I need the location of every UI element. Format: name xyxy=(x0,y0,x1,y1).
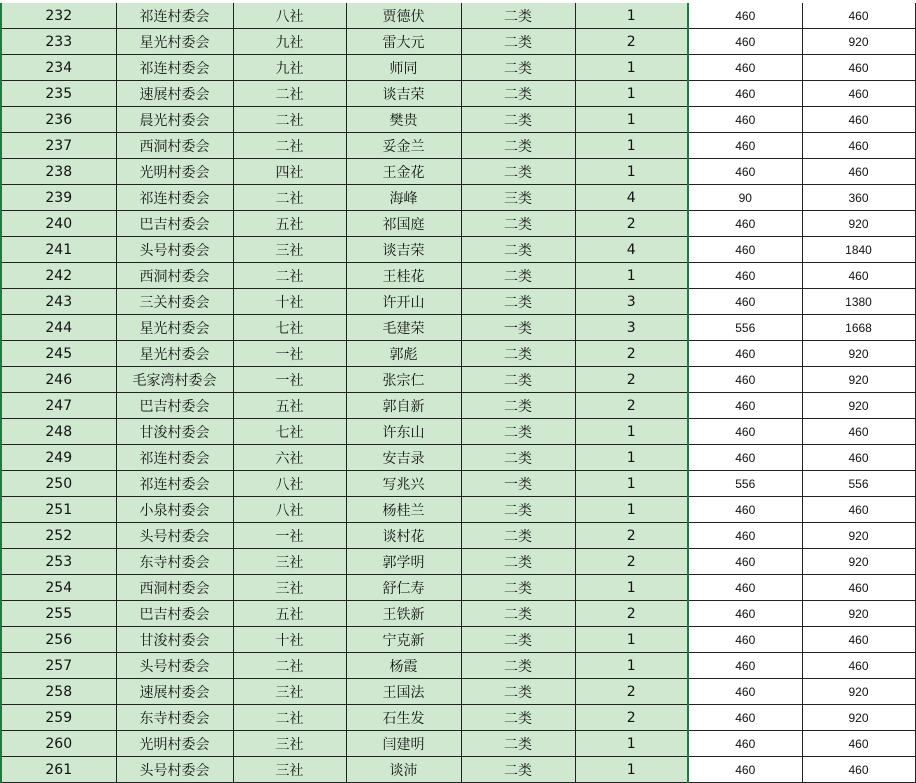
table-row xyxy=(1,55,915,81)
quantity-cell[interactable]: 1 xyxy=(575,419,688,445)
quantity-cell[interactable]: 3 xyxy=(575,289,688,315)
quantity-cell[interactable]: 2 xyxy=(575,601,688,627)
category-cell[interactable]: 二类 xyxy=(461,263,575,289)
total-amount-cell[interactable]: 920 xyxy=(802,601,915,627)
row-number-cell[interactable]: 252 xyxy=(1,523,116,549)
quantity-cell[interactable]: 1 xyxy=(575,55,688,81)
unit-amount-cell[interactable]: 90 xyxy=(688,185,802,211)
unit-amount-cell[interactable]: 460 xyxy=(688,757,802,783)
total-amount-cell[interactable]: 460 xyxy=(802,419,915,445)
total-amount-cell[interactable]: 920 xyxy=(802,523,915,549)
group-cell[interactable]: 九社 xyxy=(233,29,346,55)
unit-amount-cell[interactable]: 460 xyxy=(688,393,802,419)
name-cell[interactable]: 许开山 xyxy=(346,289,461,315)
row-number-cell[interactable]: 246 xyxy=(1,367,116,393)
total-amount-cell[interactable]: 920 xyxy=(802,341,915,367)
group-cell[interactable]: 三社 xyxy=(233,549,346,575)
category-cell[interactable]: 二类 xyxy=(461,341,575,367)
village-cell[interactable]: 西洞村委会 xyxy=(116,263,233,289)
unit-amount-cell[interactable]: 460 xyxy=(688,549,802,575)
group-cell[interactable]: 一社 xyxy=(233,341,346,367)
category-cell[interactable]: 二类 xyxy=(461,289,575,315)
unit-amount-cell[interactable]: 460 xyxy=(688,341,802,367)
village-cell[interactable]: 光明村委会 xyxy=(116,731,233,757)
village-cell[interactable]: 星光村委会 xyxy=(116,29,233,55)
total-amount-cell[interactable]: 920 xyxy=(802,393,915,419)
total-amount-cell[interactable]: 556 xyxy=(802,471,915,497)
total-amount-cell[interactable]: 460 xyxy=(802,575,915,601)
table-row xyxy=(1,159,915,185)
total-amount-cell[interactable]: 460 xyxy=(802,731,915,757)
quantity-cell[interactable]: 1 xyxy=(575,653,688,679)
row-number-cell[interactable]: 257 xyxy=(1,653,116,679)
total-amount-cell[interactable]: 1668 xyxy=(802,315,915,341)
row-number-cell[interactable]: 240 xyxy=(1,211,116,237)
village-cell[interactable]: 祁连村委会 xyxy=(116,3,233,29)
name-cell[interactable]: 谈村花 xyxy=(346,523,461,549)
table-row xyxy=(1,263,915,289)
village-cell[interactable]: 光明村委会 xyxy=(116,159,233,185)
name-cell[interactable]: 贾德伏 xyxy=(346,3,461,29)
total-amount-cell[interactable]: 920 xyxy=(802,705,915,731)
name-cell[interactable]: 杨桂兰 xyxy=(346,497,461,523)
row-number-cell[interactable]: 236 xyxy=(1,107,116,133)
total-amount-cell[interactable]: 460 xyxy=(802,757,915,783)
total-amount-cell[interactable]: 460 xyxy=(802,107,915,133)
table-row xyxy=(1,29,915,55)
category-cell[interactable]: 二类 xyxy=(461,159,575,185)
table-row xyxy=(1,445,915,471)
name-cell[interactable]: 张宗仁 xyxy=(346,367,461,393)
name-cell[interactable]: 舒仁寿 xyxy=(346,575,461,601)
total-amount-cell[interactable]: 460 xyxy=(802,81,915,107)
name-cell[interactable]: 写兆兴 xyxy=(346,471,461,497)
category-cell[interactable]: 二类 xyxy=(461,705,575,731)
quantity-cell[interactable]: 1 xyxy=(575,575,688,601)
quantity-cell[interactable]: 1 xyxy=(575,263,688,289)
category-cell[interactable]: 二类 xyxy=(461,419,575,445)
category-cell[interactable]: 二类 xyxy=(461,81,575,107)
quantity-cell[interactable]: 1 xyxy=(575,471,688,497)
row-number-cell[interactable]: 254 xyxy=(1,575,116,601)
group-cell[interactable]: 四社 xyxy=(233,159,346,185)
category-cell[interactable]: 二类 xyxy=(461,601,575,627)
unit-amount-cell[interactable]: 460 xyxy=(688,653,802,679)
village-cell[interactable]: 巴吉村委会 xyxy=(116,211,233,237)
quantity-cell[interactable]: 2 xyxy=(575,211,688,237)
group-cell[interactable]: 一社 xyxy=(233,523,346,549)
name-cell[interactable]: 雷大元 xyxy=(346,29,461,55)
quantity-cell[interactable]: 1 xyxy=(575,159,688,185)
unit-amount-cell[interactable]: 460 xyxy=(688,289,802,315)
spreadsheet-body xyxy=(1,3,915,783)
unit-amount-cell[interactable]: 460 xyxy=(688,55,802,81)
village-cell[interactable]: 西洞村委会 xyxy=(116,133,233,159)
quantity-cell[interactable]: 1 xyxy=(575,3,688,29)
category-cell[interactable]: 二类 xyxy=(461,523,575,549)
category-cell[interactable]: 三类 xyxy=(461,185,575,211)
quantity-cell[interactable]: 2 xyxy=(575,549,688,575)
table-row xyxy=(1,81,915,107)
total-amount-cell[interactable]: 920 xyxy=(802,549,915,575)
group-cell[interactable]: 三社 xyxy=(233,237,346,263)
row-number-cell[interactable]: 242 xyxy=(1,263,116,289)
group-cell[interactable]: 五社 xyxy=(233,601,346,627)
group-cell[interactable]: 五社 xyxy=(233,393,346,419)
table-row xyxy=(1,367,915,393)
total-amount-cell[interactable]: 920 xyxy=(802,367,915,393)
row-number-cell[interactable]: 243 xyxy=(1,289,116,315)
group-cell[interactable]: 五社 xyxy=(233,211,346,237)
unit-amount-cell[interactable]: 460 xyxy=(688,705,802,731)
spreadsheet-table xyxy=(0,3,916,783)
category-cell[interactable]: 二类 xyxy=(461,731,575,757)
quantity-cell[interactable]: 1 xyxy=(575,81,688,107)
table-row xyxy=(1,237,915,263)
group-cell[interactable]: 三社 xyxy=(233,679,346,705)
row-number-cell[interactable]: 235 xyxy=(1,81,116,107)
village-cell[interactable]: 头号村委会 xyxy=(116,523,233,549)
unit-amount-cell[interactable]: 460 xyxy=(688,211,802,237)
name-cell[interactable]: 许东山 xyxy=(346,419,461,445)
unit-amount-cell[interactable]: 460 xyxy=(688,263,802,289)
total-amount-cell[interactable]: 1380 xyxy=(802,289,915,315)
category-cell[interactable]: 二类 xyxy=(461,237,575,263)
row-number-cell[interactable]: 259 xyxy=(1,705,116,731)
village-cell[interactable]: 晨光村委会 xyxy=(116,107,233,133)
row-number-cell[interactable]: 245 xyxy=(1,341,116,367)
name-cell[interactable]: 郭自新 xyxy=(346,393,461,419)
name-cell[interactable]: 安吉录 xyxy=(346,445,461,471)
total-amount-cell[interactable]: 460 xyxy=(802,133,915,159)
name-cell[interactable]: 郭学明 xyxy=(346,549,461,575)
group-cell[interactable]: 三社 xyxy=(233,575,346,601)
unit-amount-cell[interactable]: 460 xyxy=(688,523,802,549)
row-number-cell[interactable]: 232 xyxy=(1,3,116,29)
name-cell[interactable]: 谈吉荣 xyxy=(346,237,461,263)
village-cell[interactable]: 速展村委会 xyxy=(116,81,233,107)
row-number-cell[interactable]: 251 xyxy=(1,497,116,523)
unit-amount-cell[interactable]: 460 xyxy=(688,367,802,393)
name-cell[interactable]: 谈吉荣 xyxy=(346,81,461,107)
unit-amount-cell[interactable]: 460 xyxy=(688,601,802,627)
name-cell[interactable]: 师同 xyxy=(346,55,461,81)
unit-amount-cell[interactable]: 460 xyxy=(688,107,802,133)
row-number-cell[interactable]: 239 xyxy=(1,185,116,211)
village-cell[interactable]: 甘浚村委会 xyxy=(116,627,233,653)
row-number-cell[interactable]: 249 xyxy=(1,445,116,471)
name-cell[interactable]: 祁国庭 xyxy=(346,211,461,237)
row-number-cell[interactable]: 260 xyxy=(1,731,116,757)
village-cell[interactable]: 祁连村委会 xyxy=(116,445,233,471)
category-cell[interactable]: 一类 xyxy=(461,315,575,341)
quantity-cell[interactable]: 1 xyxy=(575,627,688,653)
group-cell[interactable]: 二社 xyxy=(233,133,346,159)
category-cell[interactable]: 一类 xyxy=(461,471,575,497)
category-cell[interactable]: 二类 xyxy=(461,679,575,705)
quantity-cell[interactable]: 2 xyxy=(575,367,688,393)
village-cell[interactable]: 星光村委会 xyxy=(116,341,233,367)
group-cell[interactable]: 二社 xyxy=(233,653,346,679)
category-cell[interactable]: 二类 xyxy=(461,497,575,523)
unit-amount-cell[interactable]: 460 xyxy=(688,627,802,653)
category-cell[interactable]: 二类 xyxy=(461,107,575,133)
row-number-cell[interactable]: 233 xyxy=(1,29,116,55)
table-row xyxy=(1,653,915,679)
unit-amount-cell[interactable]: 460 xyxy=(688,575,802,601)
quantity-cell[interactable]: 2 xyxy=(575,29,688,55)
name-cell[interactable]: 石生发 xyxy=(346,705,461,731)
row-number-cell[interactable]: 253 xyxy=(1,549,116,575)
category-cell[interactable]: 二类 xyxy=(461,393,575,419)
group-cell[interactable]: 二社 xyxy=(233,107,346,133)
total-amount-cell[interactable]: 460 xyxy=(802,159,915,185)
table-row xyxy=(1,315,915,341)
table-row xyxy=(1,393,915,419)
category-cell[interactable]: 二类 xyxy=(461,133,575,159)
group-cell[interactable]: 三社 xyxy=(233,757,346,783)
village-cell[interactable]: 巴吉村委会 xyxy=(116,393,233,419)
village-cell[interactable]: 星光村委会 xyxy=(116,315,233,341)
village-cell[interactable]: 小泉村委会 xyxy=(116,497,233,523)
table-row xyxy=(1,575,915,601)
village-cell[interactable]: 三关村委会 xyxy=(116,289,233,315)
table-row xyxy=(1,107,915,133)
total-amount-cell[interactable]: 460 xyxy=(802,445,915,471)
name-cell[interactable]: 毛建荣 xyxy=(346,315,461,341)
quantity-cell[interactable]: 1 xyxy=(575,731,688,757)
table-row xyxy=(1,601,915,627)
table-row xyxy=(1,679,915,705)
group-cell[interactable]: 二社 xyxy=(233,185,346,211)
group-cell[interactable]: 二社 xyxy=(233,263,346,289)
group-cell[interactable]: 十社 xyxy=(233,289,346,315)
unit-amount-cell[interactable]: 460 xyxy=(688,419,802,445)
row-number-cell[interactable]: 261 xyxy=(1,757,116,783)
village-cell[interactable]: 头号村委会 xyxy=(116,653,233,679)
group-cell[interactable]: 七社 xyxy=(233,419,346,445)
table-row xyxy=(1,289,915,315)
total-amount-cell[interactable]: 460 xyxy=(802,3,915,29)
village-cell[interactable]: 甘浚村委会 xyxy=(116,419,233,445)
row-number-cell[interactable]: 256 xyxy=(1,627,116,653)
row-number-cell[interactable]: 250 xyxy=(1,471,116,497)
category-cell[interactable]: 二类 xyxy=(461,211,575,237)
table-row xyxy=(1,471,915,497)
quantity-cell[interactable]: 2 xyxy=(575,341,688,367)
group-cell[interactable]: 九社 xyxy=(233,55,346,81)
unit-amount-cell[interactable]: 460 xyxy=(688,3,802,29)
village-cell[interactable]: 速展村委会 xyxy=(116,679,233,705)
category-cell[interactable]: 二类 xyxy=(461,367,575,393)
name-cell[interactable]: 宁克新 xyxy=(346,627,461,653)
quantity-cell[interactable]: 2 xyxy=(575,705,688,731)
group-cell[interactable]: 三社 xyxy=(233,731,346,757)
name-cell[interactable]: 杨霞 xyxy=(346,653,461,679)
village-cell[interactable]: 东寺村委会 xyxy=(116,549,233,575)
name-cell[interactable]: 樊贵 xyxy=(346,107,461,133)
name-cell[interactable]: 王金花 xyxy=(346,159,461,185)
total-amount-cell[interactable]: 1840 xyxy=(802,237,915,263)
unit-amount-cell[interactable]: 460 xyxy=(688,237,802,263)
unit-amount-cell[interactable]: 460 xyxy=(688,731,802,757)
category-cell[interactable]: 二类 xyxy=(461,549,575,575)
quantity-cell[interactable]: 2 xyxy=(575,523,688,549)
table-row xyxy=(1,627,915,653)
village-cell[interactable]: 头号村委会 xyxy=(116,237,233,263)
unit-amount-cell[interactable]: 460 xyxy=(688,133,802,159)
group-cell[interactable]: 十社 xyxy=(233,627,346,653)
total-amount-cell[interactable]: 920 xyxy=(802,29,915,55)
table-row xyxy=(1,757,915,783)
unit-amount-cell[interactable]: 460 xyxy=(688,81,802,107)
table-row xyxy=(1,419,915,445)
total-amount-cell[interactable]: 460 xyxy=(802,653,915,679)
quantity-cell[interactable]: 2 xyxy=(575,679,688,705)
village-cell[interactable]: 祁连村委会 xyxy=(116,471,233,497)
category-cell[interactable]: 二类 xyxy=(461,575,575,601)
group-cell[interactable]: 二社 xyxy=(233,705,346,731)
quantity-cell[interactable]: 3 xyxy=(575,315,688,341)
village-cell[interactable]: 祁连村委会 xyxy=(116,55,233,81)
village-cell[interactable]: 祁连村委会 xyxy=(116,185,233,211)
name-cell[interactable]: 郭彪 xyxy=(346,341,461,367)
group-cell[interactable]: 六社 xyxy=(233,445,346,471)
unit-amount-cell[interactable]: 460 xyxy=(688,445,802,471)
row-number-cell[interactable]: 255 xyxy=(1,601,116,627)
category-cell[interactable]: 二类 xyxy=(461,3,575,29)
group-cell[interactable]: 八社 xyxy=(233,471,346,497)
unit-amount-cell[interactable]: 556 xyxy=(688,471,802,497)
total-amount-cell[interactable]: 460 xyxy=(802,55,915,81)
total-amount-cell[interactable]: 460 xyxy=(802,497,915,523)
table-row xyxy=(1,731,915,757)
category-cell[interactable]: 二类 xyxy=(461,55,575,81)
total-amount-cell[interactable]: 460 xyxy=(802,627,915,653)
row-number-cell[interactable]: 237 xyxy=(1,133,116,159)
table-row xyxy=(1,3,915,29)
name-cell[interactable]: 妥金兰 xyxy=(346,133,461,159)
quantity-cell[interactable]: 2 xyxy=(575,393,688,419)
category-cell[interactable]: 二类 xyxy=(461,653,575,679)
category-cell[interactable]: 二类 xyxy=(461,757,575,783)
group-cell[interactable]: 二社 xyxy=(233,81,346,107)
table-row xyxy=(1,705,915,731)
group-cell[interactable]: 七社 xyxy=(233,315,346,341)
group-cell[interactable]: 一社 xyxy=(233,367,346,393)
total-amount-cell[interactable]: 920 xyxy=(802,679,915,705)
category-cell[interactable]: 二类 xyxy=(461,29,575,55)
table-row xyxy=(1,211,915,237)
name-cell[interactable]: 谈沛 xyxy=(346,757,461,783)
category-cell[interactable]: 二类 xyxy=(461,627,575,653)
unit-amount-cell[interactable]: 556 xyxy=(688,315,802,341)
name-cell[interactable]: 海峰 xyxy=(346,185,461,211)
table-row xyxy=(1,523,915,549)
quantity-cell[interactable]: 4 xyxy=(575,237,688,263)
unit-amount-cell[interactable]: 460 xyxy=(688,159,802,185)
row-number-cell[interactable]: 247 xyxy=(1,393,116,419)
row-number-cell[interactable]: 244 xyxy=(1,315,116,341)
row-number-cell[interactable]: 248 xyxy=(1,419,116,445)
table-row xyxy=(1,133,915,159)
row-number-cell[interactable]: 241 xyxy=(1,237,116,263)
total-amount-cell[interactable]: 360 xyxy=(802,185,915,211)
table-row xyxy=(1,341,915,367)
unit-amount-cell[interactable]: 460 xyxy=(688,497,802,523)
table-row xyxy=(1,497,915,523)
unit-amount-cell[interactable]: 460 xyxy=(688,29,802,55)
name-cell[interactable]: 闫建明 xyxy=(346,731,461,757)
name-cell[interactable]: 王国法 xyxy=(346,679,461,705)
quantity-cell[interactable]: 1 xyxy=(575,497,688,523)
village-cell[interactable]: 毛家湾村委会 xyxy=(116,367,233,393)
village-cell[interactable]: 西洞村委会 xyxy=(116,575,233,601)
quantity-cell[interactable]: 1 xyxy=(575,133,688,159)
unit-amount-cell[interactable]: 460 xyxy=(688,679,802,705)
quantity-cell[interactable]: 1 xyxy=(575,107,688,133)
row-number-cell[interactable]: 234 xyxy=(1,55,116,81)
total-amount-cell[interactable]: 920 xyxy=(802,211,915,237)
village-cell[interactable]: 头号村委会 xyxy=(116,757,233,783)
village-cell[interactable]: 巴吉村委会 xyxy=(116,601,233,627)
row-number-cell[interactable]: 258 xyxy=(1,679,116,705)
quantity-cell[interactable]: 4 xyxy=(575,185,688,211)
total-amount-cell[interactable]: 460 xyxy=(802,263,915,289)
row-number-cell[interactable]: 238 xyxy=(1,159,116,185)
name-cell[interactable]: 王桂花 xyxy=(346,263,461,289)
table-row xyxy=(1,185,915,211)
name-cell[interactable]: 王铁新 xyxy=(346,601,461,627)
quantity-cell[interactable]: 1 xyxy=(575,445,688,471)
village-cell[interactable]: 东寺村委会 xyxy=(116,705,233,731)
group-cell[interactable]: 八社 xyxy=(233,497,346,523)
category-cell[interactable]: 二类 xyxy=(461,445,575,471)
quantity-cell[interactable]: 1 xyxy=(575,757,688,783)
table-row xyxy=(1,549,915,575)
group-cell[interactable]: 八社 xyxy=(233,3,346,29)
